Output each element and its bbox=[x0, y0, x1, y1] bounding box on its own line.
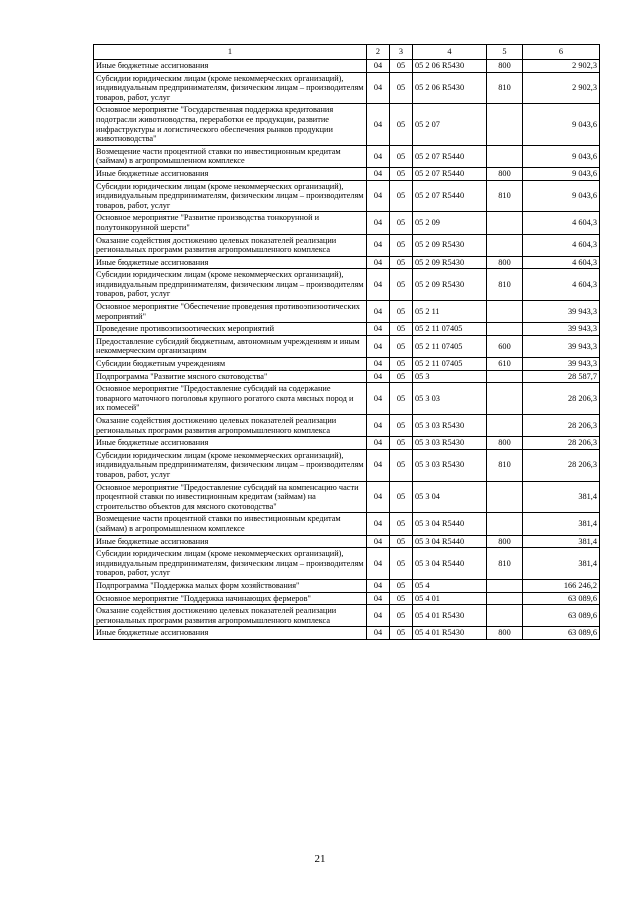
row-name-cell: Иные бюджетные ассигнования bbox=[94, 627, 367, 640]
row-name-cell: Субсидии юридическим лицам (кроме некоммерческих организаций), индивидуальным предпринимателям, физическим лицам – производителям товаров, работ, услуг bbox=[94, 449, 367, 481]
target-article-cell: 05 3 03 R5430 bbox=[413, 449, 487, 481]
target-article-cell: 05 2 06 R5430 bbox=[413, 60, 487, 73]
section-code-cell: 04 bbox=[367, 592, 390, 605]
table-row bbox=[94, 269, 600, 301]
section-code-cell: 04 bbox=[367, 548, 390, 580]
section-code-cell: 04 bbox=[367, 234, 390, 256]
table-row bbox=[94, 301, 600, 323]
expense-type-cell: 800 bbox=[487, 437, 523, 450]
row-name-cell: Возмещение части процентной ставки по инвестиционным кредитам (займам) в агропромышленном комплексе bbox=[94, 145, 367, 167]
target-article-cell: 05 3 04 bbox=[413, 481, 487, 513]
target-article-cell: 05 2 11 07405 bbox=[413, 358, 487, 371]
expense-type-cell: 810 bbox=[487, 548, 523, 580]
amount-cell: 39 943,3 bbox=[523, 335, 600, 357]
target-article-cell: 05 4 01 R5430 bbox=[413, 605, 487, 627]
amount-cell: 28 587,7 bbox=[523, 370, 600, 383]
row-name-cell: Иные бюджетные ассигнования bbox=[94, 256, 367, 269]
expense-type-cell: 800 bbox=[487, 627, 523, 640]
subsection-code-cell: 05 bbox=[390, 449, 413, 481]
row-name-cell: Оказание содействия достижению целевых показателей реализации региональных программ развития агропромышленного комплекса bbox=[94, 605, 367, 627]
header-cell: 1 bbox=[94, 45, 367, 60]
subsection-code-cell: 05 bbox=[390, 548, 413, 580]
target-article-cell: 05 3 03 bbox=[413, 383, 487, 415]
table-row bbox=[94, 104, 600, 145]
target-article-cell: 05 2 09 R5430 bbox=[413, 256, 487, 269]
row-name-cell: Основное мероприятие "Поддержка начинающих фермеров" bbox=[94, 592, 367, 605]
table-row bbox=[94, 60, 600, 73]
subsection-code-cell: 05 bbox=[390, 370, 413, 383]
subsection-code-cell: 05 bbox=[390, 212, 413, 234]
table-row bbox=[94, 180, 600, 212]
header-row bbox=[94, 45, 600, 60]
table-row bbox=[94, 256, 600, 269]
page-number: 21 bbox=[314, 853, 326, 865]
subsection-code-cell: 05 bbox=[390, 579, 413, 592]
expense-type-cell bbox=[487, 415, 523, 437]
amount-cell: 39 943,3 bbox=[523, 323, 600, 336]
section-code-cell: 04 bbox=[367, 415, 390, 437]
section-code-cell: 04 bbox=[367, 383, 390, 415]
table-row bbox=[94, 605, 600, 627]
target-article-cell: 05 2 11 bbox=[413, 301, 487, 323]
expense-type-cell bbox=[487, 605, 523, 627]
subsection-code-cell: 05 bbox=[390, 301, 413, 323]
table-row bbox=[94, 212, 600, 234]
amount-cell: 63 089,6 bbox=[523, 592, 600, 605]
target-article-cell: 05 3 04 R5440 bbox=[413, 535, 487, 548]
section-code-cell: 04 bbox=[367, 72, 390, 104]
section-code-cell: 04 bbox=[367, 335, 390, 357]
expense-type-cell: 810 bbox=[487, 449, 523, 481]
subsection-code-cell: 05 bbox=[390, 481, 413, 513]
section-code-cell: 04 bbox=[367, 180, 390, 212]
header-cell: 6 bbox=[523, 45, 600, 60]
expense-type-cell bbox=[487, 145, 523, 167]
table-row bbox=[94, 234, 600, 256]
table-row bbox=[94, 449, 600, 481]
target-article-cell: 05 3 03 R5430 bbox=[413, 415, 487, 437]
subsection-code-cell: 05 bbox=[390, 104, 413, 145]
section-code-cell: 04 bbox=[367, 60, 390, 73]
section-code-cell: 04 bbox=[367, 513, 390, 535]
expense-type-cell: 800 bbox=[487, 256, 523, 269]
section-code-cell: 04 bbox=[367, 323, 390, 336]
expense-type-cell bbox=[487, 370, 523, 383]
section-code-cell: 04 bbox=[367, 358, 390, 371]
section-code-cell: 04 bbox=[367, 256, 390, 269]
target-article-cell: 05 2 07 R5440 bbox=[413, 167, 487, 180]
table-row bbox=[94, 383, 600, 415]
subsection-code-cell: 05 bbox=[390, 358, 413, 371]
section-code-cell: 04 bbox=[367, 535, 390, 548]
table-row bbox=[94, 535, 600, 548]
expense-type-cell: 800 bbox=[487, 535, 523, 548]
table-row bbox=[94, 579, 600, 592]
amount-cell: 4 604,3 bbox=[523, 269, 600, 301]
budget-table bbox=[93, 44, 600, 640]
target-article-cell: 05 2 06 R5430 bbox=[413, 72, 487, 104]
expense-type-cell: 800 bbox=[487, 60, 523, 73]
subsection-code-cell: 05 bbox=[390, 437, 413, 450]
table-row bbox=[94, 627, 600, 640]
subsection-code-cell: 05 bbox=[390, 167, 413, 180]
target-article-cell: 05 2 11 07405 bbox=[413, 335, 487, 357]
target-article-cell: 05 2 07 R5440 bbox=[413, 145, 487, 167]
amount-cell: 9 043,6 bbox=[523, 167, 600, 180]
target-article-cell: 05 2 09 R5430 bbox=[413, 269, 487, 301]
row-name-cell: Подпрограмма "Развитие мясного скотоводства" bbox=[94, 370, 367, 383]
expense-type-cell: 800 bbox=[487, 167, 523, 180]
row-name-cell: Иные бюджетные ассигнования bbox=[94, 437, 367, 450]
expense-type-cell bbox=[487, 234, 523, 256]
header-cell: 3 bbox=[390, 45, 413, 60]
expense-type-cell bbox=[487, 383, 523, 415]
table-row bbox=[94, 335, 600, 357]
subsection-code-cell: 05 bbox=[390, 513, 413, 535]
subsection-code-cell: 05 bbox=[390, 234, 413, 256]
subsection-code-cell: 05 bbox=[390, 415, 413, 437]
row-name-cell: Подпрограмма "Поддержка малых форм хозяйствования" bbox=[94, 579, 367, 592]
table-row bbox=[94, 358, 600, 371]
table-row bbox=[94, 513, 600, 535]
row-name-cell: Возмещение части процентной ставки по инвестиционным кредитам (займам) в агропромышленном комплексе bbox=[94, 513, 367, 535]
row-name-cell: Иные бюджетные ассигнования bbox=[94, 535, 367, 548]
expense-type-cell bbox=[487, 301, 523, 323]
section-code-cell: 04 bbox=[367, 579, 390, 592]
expense-type-cell: 600 bbox=[487, 335, 523, 357]
target-article-cell: 05 3 04 R5440 bbox=[413, 513, 487, 535]
amount-cell: 39 943,3 bbox=[523, 301, 600, 323]
amount-cell: 381,4 bbox=[523, 548, 600, 580]
table-row bbox=[94, 323, 600, 336]
amount-cell: 4 604,3 bbox=[523, 212, 600, 234]
row-name-cell: Иные бюджетные ассигнования bbox=[94, 167, 367, 180]
target-article-cell: 05 4 bbox=[413, 579, 487, 592]
amount-cell: 9 043,6 bbox=[523, 180, 600, 212]
expense-type-cell: 810 bbox=[487, 72, 523, 104]
amount-cell: 381,4 bbox=[523, 535, 600, 548]
target-article-cell: 05 4 01 bbox=[413, 592, 487, 605]
amount-cell: 2 902,3 bbox=[523, 60, 600, 73]
amount-cell: 4 604,3 bbox=[523, 256, 600, 269]
section-code-cell: 04 bbox=[367, 212, 390, 234]
amount-cell: 28 206,3 bbox=[523, 449, 600, 481]
table-row bbox=[94, 145, 600, 167]
header-cell: 2 bbox=[367, 45, 390, 60]
amount-cell: 9 043,6 bbox=[523, 104, 600, 145]
subsection-code-cell: 05 bbox=[390, 60, 413, 73]
section-code-cell: 04 bbox=[367, 627, 390, 640]
section-code-cell: 04 bbox=[367, 301, 390, 323]
target-article-cell: 05 2 09 bbox=[413, 212, 487, 234]
expense-type-cell: 810 bbox=[487, 269, 523, 301]
row-name-cell: Предоставление субсидий бюджетным, автономным учреждениям и иным некоммерческим организациям bbox=[94, 335, 367, 357]
target-article-cell: 05 2 11 07405 bbox=[413, 323, 487, 336]
subsection-code-cell: 05 bbox=[390, 269, 413, 301]
row-name-cell: Проведение противоэпизоотических мероприятий bbox=[94, 323, 367, 336]
amount-cell: 9 043,6 bbox=[523, 145, 600, 167]
expense-type-cell bbox=[487, 481, 523, 513]
subsection-code-cell: 05 bbox=[390, 383, 413, 415]
subsection-code-cell: 05 bbox=[390, 592, 413, 605]
amount-cell: 28 206,3 bbox=[523, 415, 600, 437]
row-name-cell: Оказание содействия достижению целевых показателей реализации региональных программ развития агропромышленного комплекса bbox=[94, 234, 367, 256]
expense-type-cell: 610 bbox=[487, 358, 523, 371]
row-name-cell: Субсидии бюджетным учреждениям bbox=[94, 358, 367, 371]
row-name-cell: Основное мероприятие "Государственная поддержка кредитования подотрасли животноводства, переработки ее продукции, развитие инфраструктуры и логистического обеспечения рынков продукции животноводства" bbox=[94, 104, 367, 145]
expense-type-cell bbox=[487, 212, 523, 234]
section-code-cell: 04 bbox=[367, 605, 390, 627]
target-article-cell: 05 2 07 R5440 bbox=[413, 180, 487, 212]
amount-cell: 166 246,2 bbox=[523, 579, 600, 592]
amount-cell: 63 089,6 bbox=[523, 627, 600, 640]
section-code-cell: 04 bbox=[367, 269, 390, 301]
expense-type-cell bbox=[487, 513, 523, 535]
header-cell: 4 bbox=[413, 45, 487, 60]
expense-type-cell bbox=[487, 323, 523, 336]
row-name-cell: Субсидии юридическим лицам (кроме некоммерческих организаций), индивидуальным предпринимателям, физическим лицам – производителям товаров, работ, услуг bbox=[94, 180, 367, 212]
row-name-cell: Основное мероприятие "Предоставление субсидий на содержание товарного маточного поголовья крупного рогатого скота мясных пород и их помесей" bbox=[94, 383, 367, 415]
amount-cell: 28 206,3 bbox=[523, 383, 600, 415]
row-name-cell: Субсидии юридическим лицам (кроме некоммерческих организаций), индивидуальным предпринимателям, физическим лицам – производителям товаров, работ, услуг bbox=[94, 269, 367, 301]
section-code-cell: 04 bbox=[367, 370, 390, 383]
amount-cell: 381,4 bbox=[523, 481, 600, 513]
amount-cell: 28 206,3 bbox=[523, 437, 600, 450]
amount-cell: 39 943,3 bbox=[523, 358, 600, 371]
expense-type-cell bbox=[487, 592, 523, 605]
subsection-code-cell: 05 bbox=[390, 605, 413, 627]
subsection-code-cell: 05 bbox=[390, 535, 413, 548]
target-article-cell: 05 3 04 R5440 bbox=[413, 548, 487, 580]
expense-type-cell: 810 bbox=[487, 180, 523, 212]
target-article-cell: 05 3 03 R5430 bbox=[413, 437, 487, 450]
table-row bbox=[94, 437, 600, 450]
amount-cell: 2 902,3 bbox=[523, 72, 600, 104]
expense-type-cell bbox=[487, 579, 523, 592]
row-name-cell: Основное мероприятие "Развитие производства тонкорунной и полутонкорунной шерсти" bbox=[94, 212, 367, 234]
subsection-code-cell: 05 bbox=[390, 627, 413, 640]
amount-cell: 4 604,3 bbox=[523, 234, 600, 256]
row-name-cell: Иные бюджетные ассигнования bbox=[94, 60, 367, 73]
section-code-cell: 04 bbox=[367, 104, 390, 145]
subsection-code-cell: 05 bbox=[390, 72, 413, 104]
row-name-cell: Основное мероприятие "Обеспечение проведения противоэпизоотических мероприятий" bbox=[94, 301, 367, 323]
table-row bbox=[94, 415, 600, 437]
subsection-code-cell: 05 bbox=[390, 323, 413, 336]
target-article-cell: 05 3 bbox=[413, 370, 487, 383]
section-code-cell: 04 bbox=[367, 449, 390, 481]
row-name-cell: Основное мероприятие "Предоставление субсидий на компенсацию части процентной ставки по инвестиционным кредитам (займам) на строительство объектов для мясного скотоводства" bbox=[94, 481, 367, 513]
target-article-cell: 05 4 01 R5430 bbox=[413, 627, 487, 640]
amount-cell: 381,4 bbox=[523, 513, 600, 535]
subsection-code-cell: 05 bbox=[390, 180, 413, 212]
expense-type-cell bbox=[487, 104, 523, 145]
table-row bbox=[94, 167, 600, 180]
table-row bbox=[94, 72, 600, 104]
row-name-cell: Субсидии юридическим лицам (кроме некоммерческих организаций), индивидуальным предпринимателям, физическим лицам – производителям товаров, работ, услуг bbox=[94, 548, 367, 580]
table-row bbox=[94, 548, 600, 580]
subsection-code-cell: 05 bbox=[390, 256, 413, 269]
row-name-cell: Субсидии юридическим лицам (кроме некоммерческих организаций), индивидуальным предпринимателям, физическим лицам – производителям товаров, работ, услуг bbox=[94, 72, 367, 104]
subsection-code-cell: 05 bbox=[390, 335, 413, 357]
target-article-cell: 05 2 07 bbox=[413, 104, 487, 145]
target-article-cell: 05 2 09 R5430 bbox=[413, 234, 487, 256]
section-code-cell: 04 bbox=[367, 145, 390, 167]
table-row bbox=[94, 481, 600, 513]
amount-cell: 63 089,6 bbox=[523, 605, 600, 627]
row-name-cell: Оказание содействия достижению целевых показателей реализации региональных программ развития агропромышленного комплекса bbox=[94, 415, 367, 437]
section-code-cell: 04 bbox=[367, 167, 390, 180]
table-row bbox=[94, 370, 600, 383]
section-code-cell: 04 bbox=[367, 437, 390, 450]
header-cell: 5 bbox=[487, 45, 523, 60]
table-row bbox=[94, 592, 600, 605]
section-code-cell: 04 bbox=[367, 481, 390, 513]
subsection-code-cell: 05 bbox=[390, 145, 413, 167]
